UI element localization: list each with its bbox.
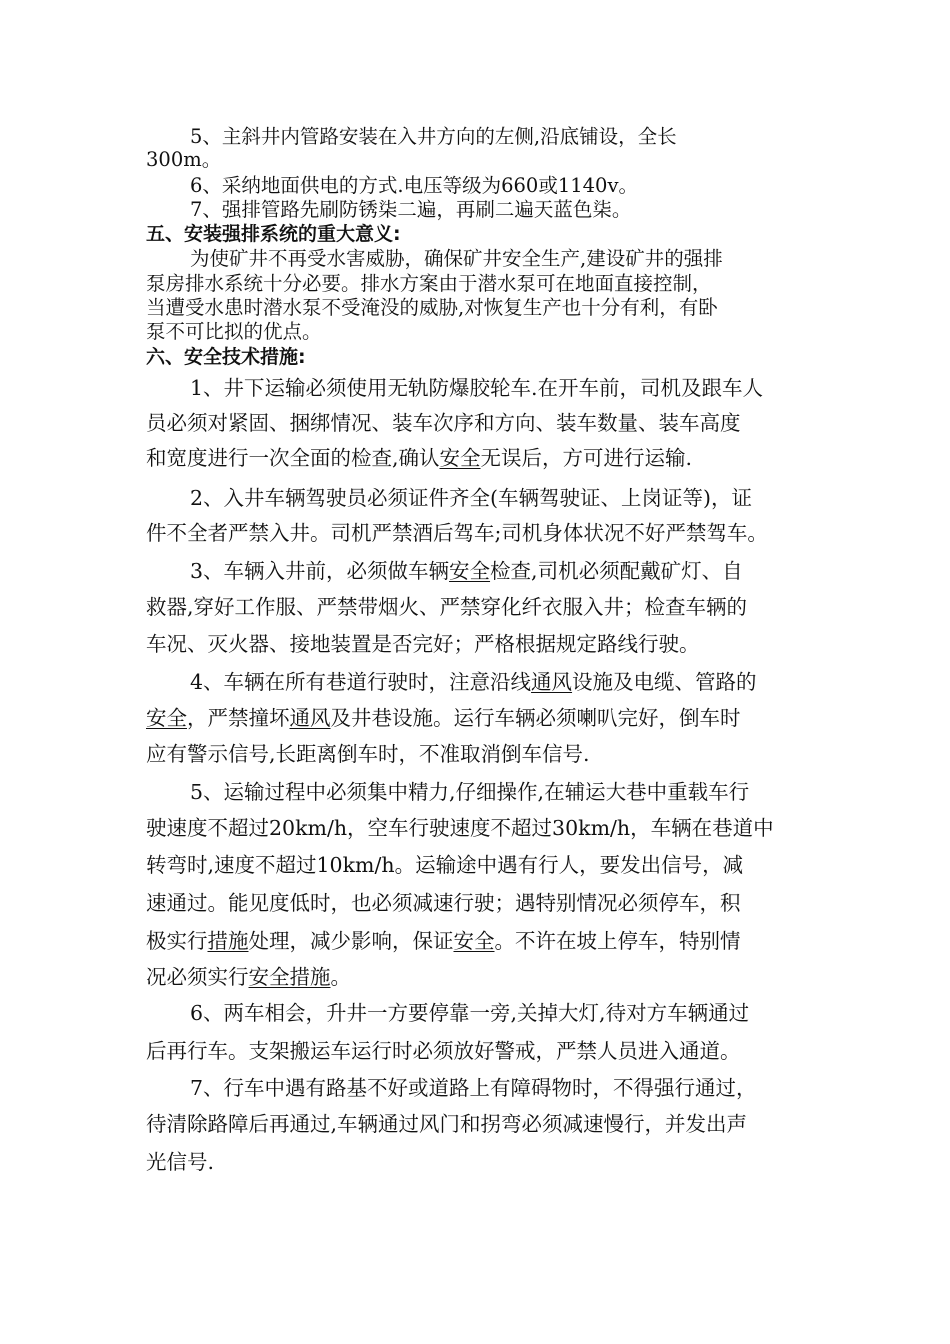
section-five-line-3: 当遭受水患时潜水泵不受淹没的威胁,对恢复生产也十分有利，有卧 — [146, 296, 718, 319]
section-five-line-4: 泵不可比拟的优点。 — [146, 320, 322, 343]
measure-6-line-1: 6、两车相会，升井一方要停靠一旁,关掉大灯,待对方车辆通过 — [190, 1001, 750, 1025]
measure-5-line-6-text-b: 。 — [330, 965, 351, 989]
item-7-line: 7、强排管路先刷防锈柒二遍，再刷二遍天蓝色柒。 — [190, 198, 632, 221]
measure-5-line-5-text-c: 。不许在坡上停车，特别情 — [494, 929, 741, 953]
item-6-line: 6、采纳地面供电的方式.电压等级为660或1140v。 — [190, 174, 638, 197]
measure-1-line-3-text-b: 无误后，方可进行运输. — [480, 446, 693, 470]
measure-5-line-6 — [146, 964, 351, 990]
measure-2-line-1: 2、入井车辆驾驶员必须证件齐全(车辆驾驶证、上岗证等)，证 — [190, 486, 753, 510]
measure-3-line-2: 救器,穿好工作服、严禁带烟火、严禁穿化纤衣服入井；检查车辆的 — [146, 595, 748, 619]
measure-5-line-6-text-a: 况必须实行 — [146, 965, 249, 989]
measure-6-line-2: 后再行车。支架搬运车运行时必须放好警戒，严禁人员进入通道。 — [146, 1039, 741, 1063]
measures-link[interactable]: 措施 — [207, 929, 249, 953]
measure-1-line-3 — [146, 445, 692, 471]
safety-link[interactable]: 安全 — [146, 706, 187, 730]
measure-4-line-1-text-a: 4、车辆在所有巷道行驶时，注意沿线 — [190, 670, 532, 694]
item-5-line-1: 5、主斜井内管路安装在入井方向的左侧,沿底铺设，全长 — [190, 125, 677, 148]
ventilation-link[interactable]: 通风 — [289, 706, 331, 730]
measure-3-line-1-text-a: 3、车辆入井前，必须做车辆 — [190, 559, 450, 583]
measure-1-line-1: 1、井下运输必须使用无轨防爆胶轮车.在开车前，司机及跟车人 — [190, 376, 764, 400]
measure-7-line-2: 待清除路障后再通过,车辆通过风门和拐弯必须减速慢行，并发出声 — [146, 1112, 748, 1136]
measure-5-line-4: 速通过。能见度低时，也必须减速行驶；遇特别情况必须停车，积 — [146, 891, 741, 915]
measure-4-line-3: 应有警示信号,长距离倒车时，不准取消倒车信号. — [146, 742, 590, 766]
measure-4-line-2 — [146, 705, 741, 731]
safety-measures-link[interactable]: 安全措施 — [248, 965, 331, 989]
measure-3-line-1-text-b: 检查,司机必须配戴矿灯、自 — [490, 559, 743, 583]
section-six-heading: 六、安全技术措施: — [146, 346, 306, 368]
measure-1-line-3-text-a: 和宽度进行一次全面的检查,确认 — [146, 446, 440, 470]
measure-7-line-3: 光信号. — [146, 1150, 215, 1174]
measure-5-line-5 — [146, 928, 741, 954]
measure-4-line-1-text-b: 设施及电缆、管路的 — [572, 670, 757, 694]
section-five-heading: 五、安装强排系统的重大意义: — [146, 223, 401, 245]
section-five-line-1: 为使矿井不再受水害威胁，确保矿井安全生产,建设矿井的强排 — [190, 247, 723, 270]
measure-3-line-1 — [190, 558, 743, 584]
measure-5-line-5-text-a: 极实行 — [146, 929, 208, 953]
ventilation-link[interactable]: 通风 — [531, 670, 573, 694]
measure-4-line-2-text-b: 及井巷设施。运行车辆必须喇叭完好，倒车时 — [330, 706, 741, 730]
safety-link[interactable]: 安全 — [453, 929, 495, 953]
measure-5-line-1: 5、运输过程中必须集中精力,仔细操作,在辅运大巷中重载车行 — [190, 780, 750, 804]
measure-5-line-5-text-b: 处理，减少影响，保证 — [248, 929, 454, 953]
measure-4-line-1 — [190, 669, 757, 695]
safety-link[interactable]: 安全 — [449, 559, 491, 583]
measure-7-line-1: 7、行车中遇有路基不好或道路上有障碍物时，不得强行通过， — [190, 1076, 757, 1100]
measure-5-line-3: 转弯时,速度不超过10km/h。运输途中遇有行人，要发出信号，减 — [146, 853, 744, 877]
measure-4-line-2-text-a: ，严禁撞坏 — [187, 706, 290, 730]
section-five-line-2: 泵房排水系统十分必要。排水方案由于潜水泵可在地面直接控制， — [146, 272, 712, 295]
measure-3-line-3: 车况、灭火器、接地装置是否完好；严格根据规定路线行驶。 — [146, 632, 700, 656]
safety-link[interactable]: 安全 — [439, 446, 481, 470]
measure-2-line-2: 件不全者严禁入井。司机严禁酒后驾车;司机身体状况不好严禁驾车。 — [146, 521, 768, 545]
measure-1-line-2: 员必须对紧固、捆绑情况、装车次序和方向、装车数量、装车高度 — [146, 411, 741, 435]
item-5-line-2: 300m。 — [146, 148, 222, 171]
measure-5-line-2: 驶速度不超过20km/h，空车行驶速度不超过30km/h，车辆在巷道中 — [146, 816, 774, 840]
